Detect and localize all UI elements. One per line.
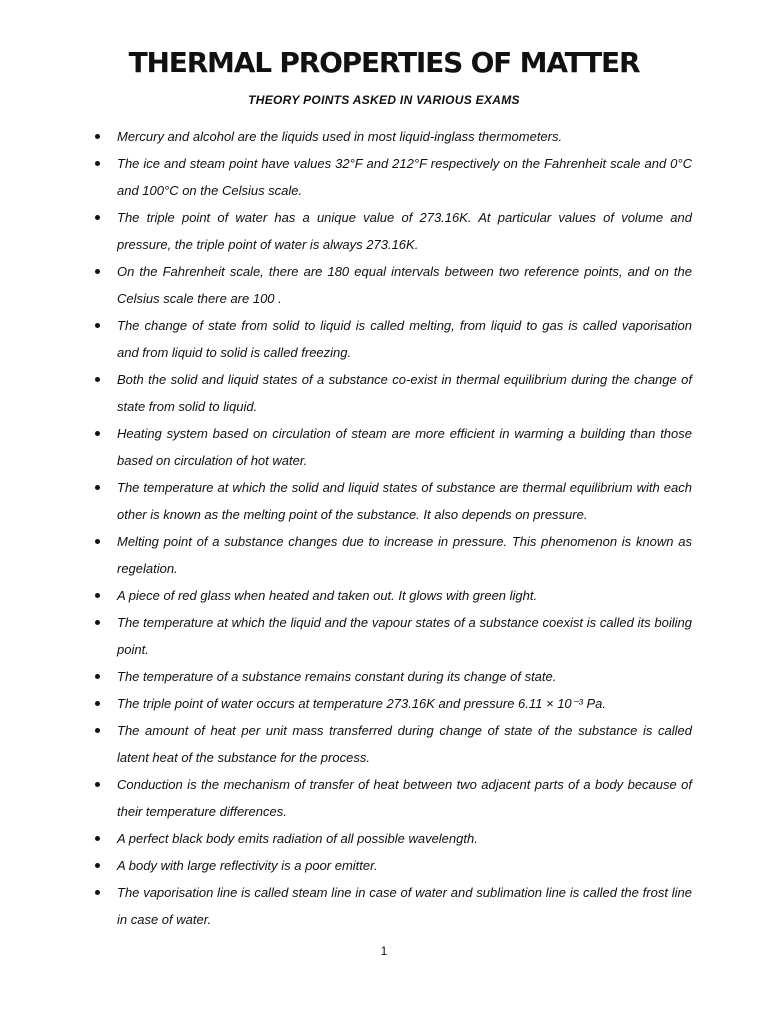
list-item [92,366,692,420]
list-item-text: Heating system based on circulation of steam are more efficient in warming a building than those based on circulation of hot water. [117,426,692,468]
list-item [92,420,692,474]
bullet-icon [95,728,100,733]
page-title: THERMAL PROPERTIES OF MATTER [128,46,640,79]
bullet-icon [95,431,100,436]
list-item-text: The amount of heat per unit mass transferred during change of state of the substance is called latent heat of the substance for the process. [117,723,692,765]
bullet-icon [95,377,100,382]
page-subtitle: THEORY POINTS ASKED IN VARIOUS EXAMS [248,93,520,107]
list-item [92,123,692,150]
list-item [92,825,692,852]
list-item [92,204,692,258]
bullet-icon [95,485,100,490]
list-item-text: A piece of red glass when heated and taken out. It glows with green light. [117,588,538,603]
bullet-icon [95,593,100,598]
list-item-text: The temperature at which the solid and liquid states of substance are thermal equilibrium with each other is known as the melting point of the substance. It also depends on pressure. [117,480,692,522]
list-item-text: Conduction is the mechanism of transfer of heat between two adjacent parts of a body because of their temperature differences. [117,777,692,819]
list-item-text: The triple point of water has a unique value of 273.16K. At particular values of volume and pressure, the triple point of water is always 273.16K. [117,210,692,252]
list-item-text: The temperature of a substance remains constant during its change of state. [117,669,557,684]
bullet-icon [95,782,100,787]
bullet-icon [95,620,100,625]
list-item [92,150,692,204]
list-item-text: The ice and steam point have values 32°F and 212°F respectively on the Fahrenheit scale and 0°C and 100°C on the Celsius scale. [117,156,692,198]
list-item-text: The vaporisation line is called steam line in case of water and sublimation line is called the frost line in case of water. [117,885,692,927]
theory-points-list [92,123,692,933]
bullet-icon [95,863,100,868]
list-item-text: A perfect black body emits radiation of all possible wavelength. [117,831,478,846]
list-item-text: Melting point of a substance changes due to increase in pressure. This phenomenon is known as regelation. [117,534,692,576]
list-item [92,690,692,717]
bullet-icon [95,269,100,274]
bullet-icon [95,674,100,679]
list-item [92,663,692,690]
list-item-text: A body with large reflectivity is a poor emitter. [117,858,378,873]
bullet-icon [95,701,100,706]
list-item [92,258,692,312]
list-item [92,771,692,825]
list-item [92,609,692,663]
bullet-icon [95,836,100,841]
list-item [92,312,692,366]
list-item [92,852,692,879]
list-item-text: The change of state from solid to liquid is called melting, from liquid to gas is called vaporisation and from liquid to solid is called freezing. [117,318,692,360]
list-item [92,474,692,528]
bullet-icon [95,161,100,166]
list-item [92,582,692,609]
list-item [92,717,692,771]
list-item-text: Both the solid and liquid states of a substance co-exist in thermal equilibrium during the change of state from solid to liquid. [117,372,692,414]
list-item-text: Mercury and alcohol are the liquids used in most liquid-inglass thermometers. [117,129,563,144]
bullet-icon [95,323,100,328]
bullet-icon [95,215,100,220]
bullet-icon [95,539,100,544]
list-item-text: The triple point of water occurs at temperature 273.16K and pressure 6.11 × 10⁻³ Pa. [117,696,606,711]
list-item [92,879,692,933]
bullet-icon [95,890,100,895]
list-item-text: On the Fahrenheit scale, there are 180 equal intervals between two reference points, and on the Celsius scale there are 100 . [117,264,692,306]
list-item-text: The temperature at which the liquid and the vapour states of a substance coexist is called its boiling point. [117,615,692,657]
bullet-icon [95,134,100,139]
page-number: 1 [380,944,388,958]
list-item [92,528,692,582]
